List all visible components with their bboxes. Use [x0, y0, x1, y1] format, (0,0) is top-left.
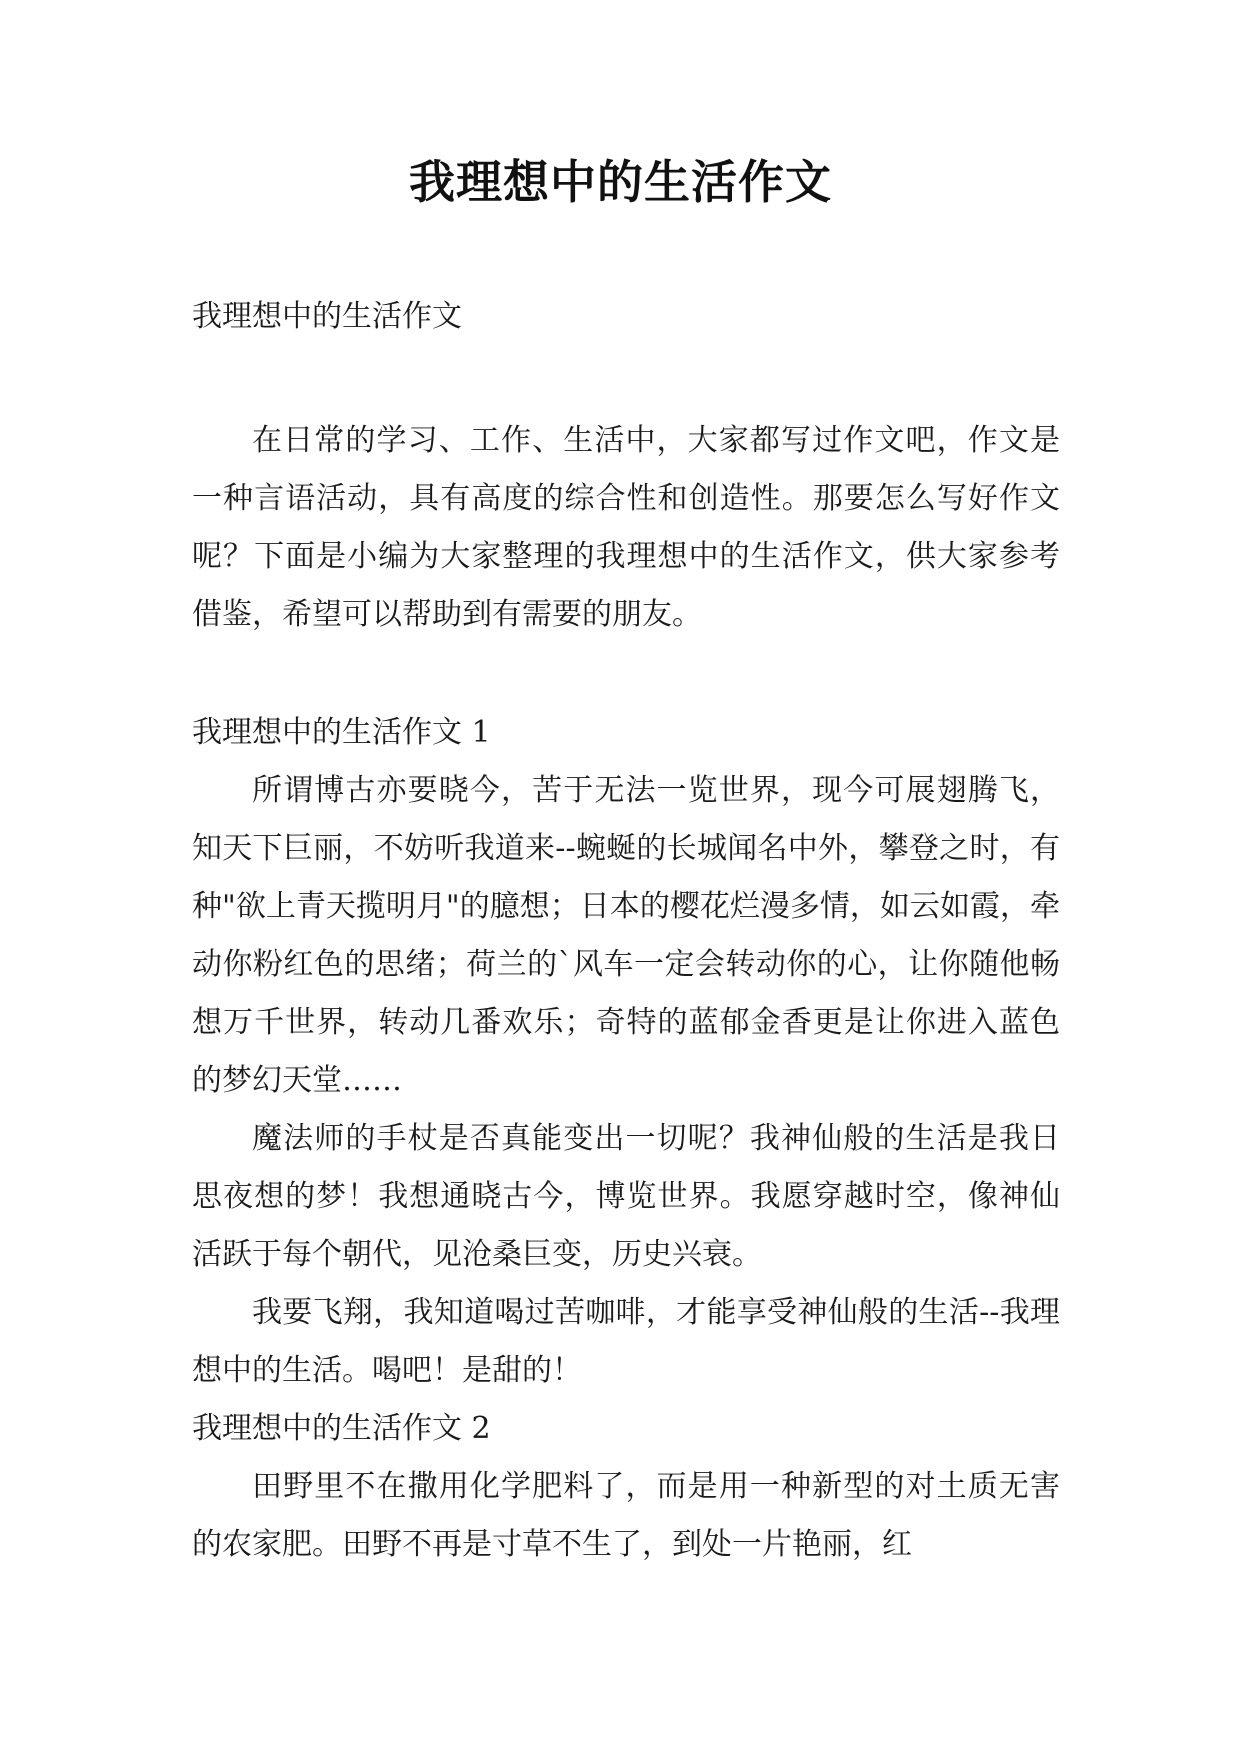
section-1-paragraph-1: 所谓博古亦要晓今，苦于无法一览世界，现今可展翅腾飞，知天下巨丽，不妨听我道来--蜿蜒的长城闻名中外，攀登之时，有种"欲上青天揽明月"的臆想；日本的樱花烂漫多情，如云如霞，牵动你粉红色的思绪；荷兰的`风车一定会转动你的心，让你随他畅想万千世界，转动几番欢乐；奇特的蓝郁金香更是让你进入蓝色的梦幻天堂……	[192, 773, 1060, 1098]
document-body	[192, 288, 1060, 1574]
spacer	[192, 644, 1060, 704]
section-heading-1: 我理想中的生活作文 1	[192, 715, 491, 750]
section-1-paragraph-3: 我要飞翔，我知道喝过苦咖啡，才能享受神仙般的生活--我理想中的生活。喝吧！是甜的！	[192, 1295, 1060, 1388]
section-2-paragraph-1: 田野里不在撒用化学肥料了，而是用一种新型的对土质无害的农家肥。田野不再是寸草不生了，到处一片艳丽，红	[192, 1469, 1060, 1562]
intro-paragraph: 在日常的学习、工作、生活中，大家都写过作文吧，作文是一种言语活动，具有高度的综合性和创造性。那要怎么写好作文呢？下面是小编为大家整理的我理想中的生活作文，供大家参考借鉴，希望可以帮助到有需要的朋友。	[192, 423, 1060, 632]
document-title: 我理想中的生活作文	[409, 155, 832, 209]
section-heading-2: 我理想中的生活作文 2	[192, 1411, 491, 1446]
section-1-paragraph-2: 魔法师的手杖是否真能变出一切呢？我神仙般的生活是我日思夜想的梦！我想通晓古今，博览世界。我愿穿越时空，像神仙活跃于每个朝代，见沧桑巨变，历史兴衰。	[192, 1121, 1060, 1272]
spacer	[192, 346, 1060, 412]
document-subtitle: 我理想中的生活作文	[192, 299, 462, 334]
